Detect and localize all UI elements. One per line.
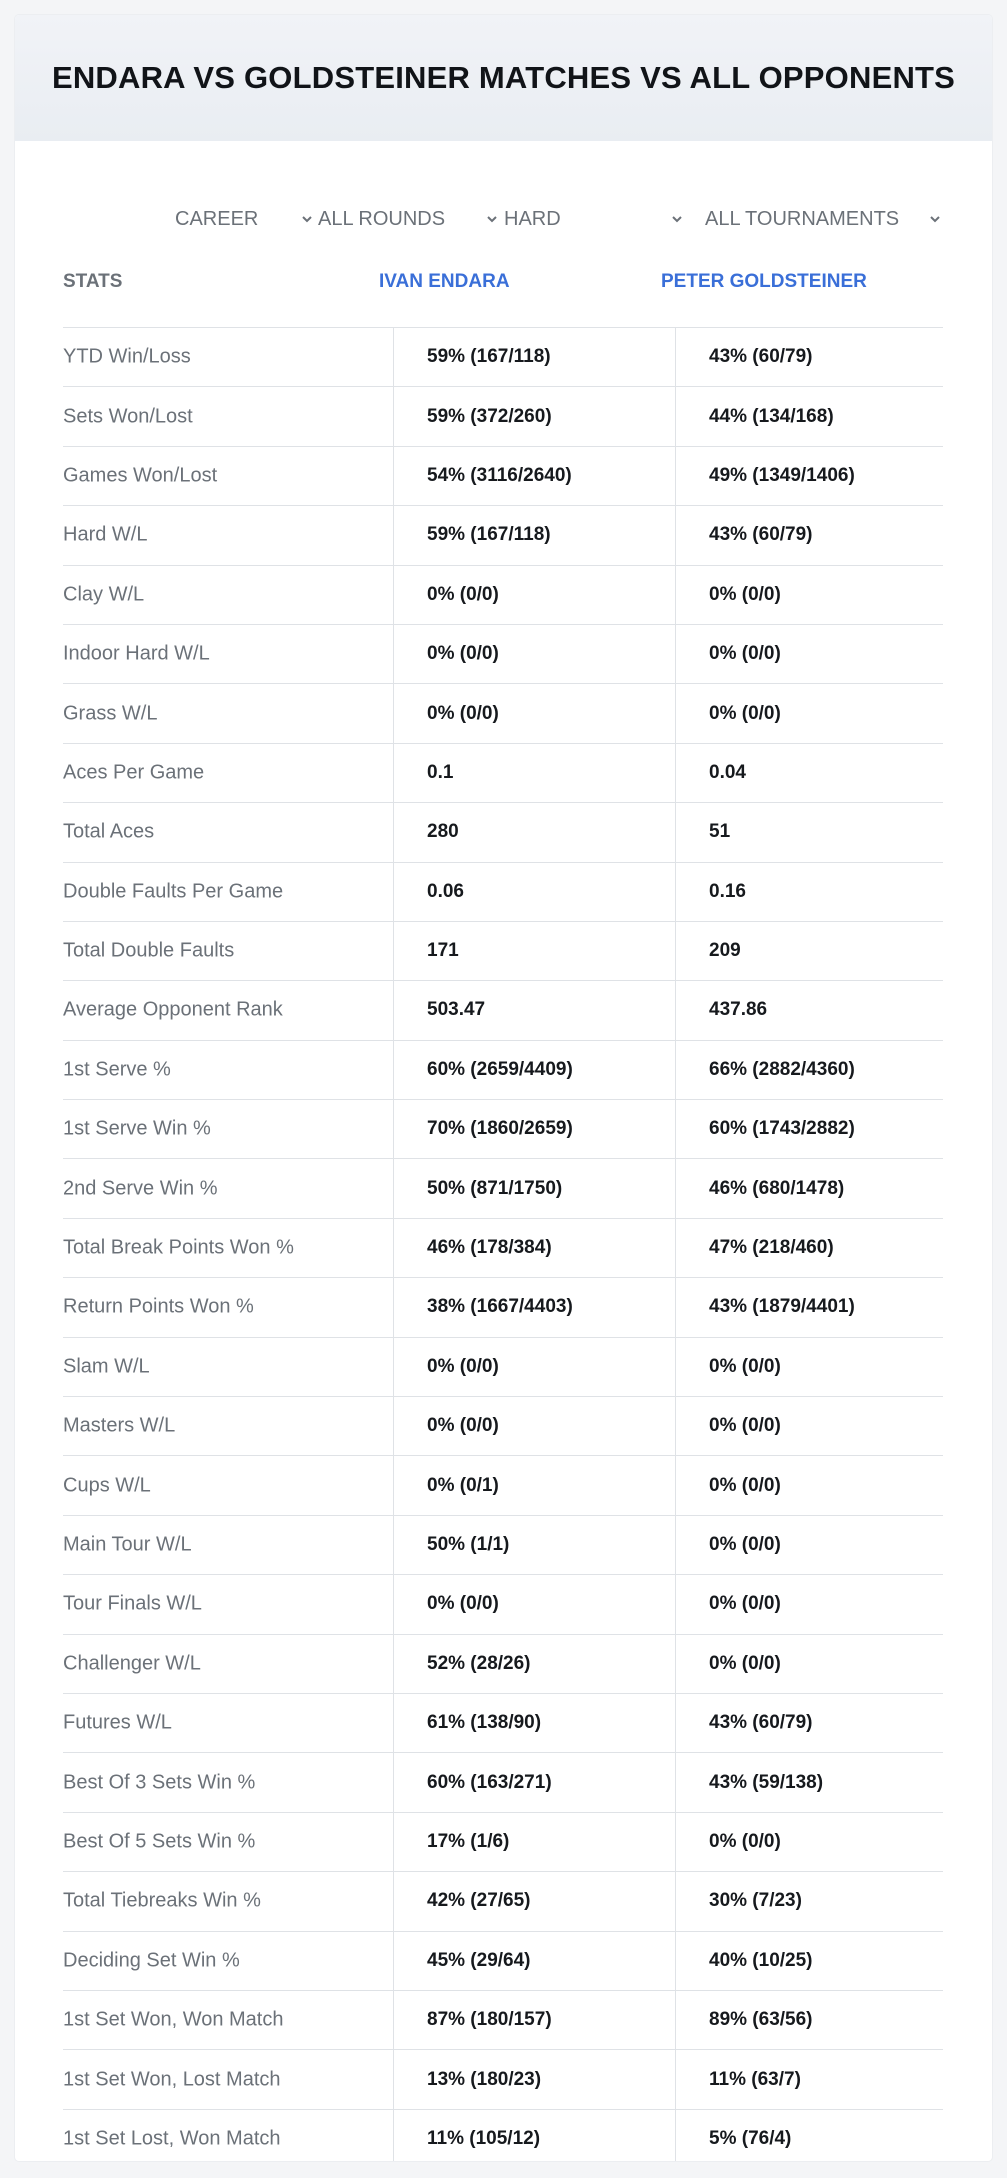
player1-value: 50% (1/1) <box>427 1534 510 1555</box>
table-row <box>63 1397 943 1456</box>
table-row <box>63 1694 943 1753</box>
stat-label: Indoor Hard W/L <box>63 642 210 665</box>
player2-value: 0% (0/0) <box>709 1474 781 1496</box>
period-select[interactable] <box>175 191 313 247</box>
table-row <box>63 625 943 684</box>
tournament-select-label: ALL TOURNAMENTS <box>705 207 900 230</box>
column-divider <box>393 684 394 742</box>
stat-label: Average Opponent Rank <box>63 998 283 1021</box>
stat-label: Sets Won/Lost <box>63 405 193 428</box>
column-divider <box>675 922 676 980</box>
table-row <box>63 1575 943 1634</box>
player1-value: 17% (1/6) <box>427 1830 510 1852</box>
table-row <box>63 1100 943 1159</box>
player1-value: 0% (0/0) <box>427 1593 499 1615</box>
column-divider <box>675 1991 676 2049</box>
player2-value: 46% (680/1478) <box>709 1177 845 1199</box>
column-divider <box>393 922 394 980</box>
column-divider <box>393 1753 394 1811</box>
player1-value: 52% (28/26) <box>427 1652 531 1674</box>
player2-value: 0.04 <box>709 761 746 783</box>
player2-value: 43% (59/138) <box>709 1771 824 1793</box>
player1-value: 61% (138/90) <box>427 1712 542 1734</box>
player2-value: 0% (0/0) <box>709 1652 781 1674</box>
table-row <box>63 1159 943 1218</box>
table-row <box>63 566 943 625</box>
stat-label: Total Double Faults <box>63 939 235 962</box>
table-row <box>63 328 943 387</box>
column-divider <box>393 1575 394 1633</box>
stat-label: Aces Per Game <box>63 761 205 784</box>
player1-value: 87% (180/157) <box>427 2009 552 2031</box>
chevron-down-icon <box>671 213 683 225</box>
stat-label: YTD Win/Loss <box>63 345 191 368</box>
player1-value: 42% (27/65) <box>427 1890 531 1912</box>
chevron-down-icon <box>486 213 498 225</box>
column-divider <box>393 863 394 921</box>
column-divider <box>675 566 676 624</box>
surface-select[interactable] <box>504 191 683 247</box>
table-row <box>63 1932 943 1991</box>
column-divider <box>393 625 394 683</box>
surface-select-label: HARD <box>504 207 561 230</box>
stat-label: Slam W/L <box>63 1355 150 1378</box>
column-divider <box>675 803 676 861</box>
column-divider <box>675 1753 676 1811</box>
column-divider <box>675 863 676 921</box>
table-row <box>63 1991 943 2050</box>
column-divider <box>393 1991 394 2049</box>
stat-label: 1st Set Won, Won Match <box>63 2008 284 2031</box>
table-row <box>63 744 943 803</box>
stat-label: Tour Finals W/L <box>63 1592 202 1615</box>
player2-value: 30% (7/23) <box>709 1890 802 1912</box>
column-divider <box>675 684 676 742</box>
column-divider <box>675 744 676 802</box>
stats-column-header: STATS <box>63 271 123 292</box>
column-divider <box>393 447 394 505</box>
player2-value: 49% (1349/1406) <box>709 464 855 486</box>
stat-label: 1st Serve Win % <box>63 1117 211 1140</box>
column-divider <box>393 566 394 624</box>
stats-table-body <box>63 328 943 2161</box>
column-divider <box>393 981 394 1039</box>
player1-value: 0% (0/0) <box>427 643 499 665</box>
player1-value: 0.06 <box>427 880 464 902</box>
column-divider <box>675 506 676 564</box>
player2-value: 51 <box>709 821 731 843</box>
player1-value: 50% (871/1750) <box>427 1177 563 1199</box>
column-divider <box>393 1397 394 1455</box>
player1-value: 45% (29/64) <box>427 1949 531 1971</box>
player2-value: 60% (1743/2882) <box>709 1118 855 1140</box>
player1-value: 70% (1860/2659) <box>427 1118 573 1140</box>
stat-label: Main Tour W/L <box>63 1533 192 1556</box>
stat-label: Best Of 3 Sets Win % <box>63 1771 256 1794</box>
player2-value: 0% (0/0) <box>709 1355 781 1377</box>
player1-value: 280 <box>427 821 459 843</box>
column-divider <box>393 803 394 861</box>
table-row <box>63 863 943 922</box>
table-row <box>63 922 943 981</box>
stat-label: 1st Serve % <box>63 1058 171 1081</box>
stats-card <box>15 15 992 2161</box>
column-divider <box>393 1694 394 1752</box>
player2-value: 44% (134/168) <box>709 405 834 427</box>
stat-label: Hard W/L <box>63 523 148 546</box>
column-divider <box>675 1397 676 1455</box>
player1-value: 0% (0/0) <box>427 1415 499 1437</box>
card-header <box>15 15 992 141</box>
column-divider <box>393 387 394 445</box>
player2-value: 0% (0/0) <box>709 1415 781 1437</box>
player1-value: 59% (167/118) <box>427 346 551 368</box>
player1-value: 0% (0/0) <box>427 583 499 605</box>
round-select[interactable] <box>318 191 498 247</box>
column-divider <box>675 1575 676 1633</box>
column-divider <box>675 328 676 386</box>
table-row <box>63 1219 943 1278</box>
column-divider <box>393 1456 394 1514</box>
column-divider <box>393 1516 394 1574</box>
stat-label: Total Break Points Won % <box>63 1236 294 1259</box>
table-row <box>63 1456 943 1515</box>
table-row <box>63 2110 943 2161</box>
stat-label: Cups W/L <box>63 1474 151 1497</box>
table-row <box>63 1635 943 1694</box>
table-row <box>63 803 943 862</box>
table-row <box>63 1516 943 1575</box>
column-divider <box>675 981 676 1039</box>
player1-value: 59% (372/260) <box>427 405 552 427</box>
player2-value: 43% (60/79) <box>709 524 813 546</box>
round-select-label: ALL ROUNDS <box>318 207 446 230</box>
player1-value: 11% (105/12) <box>427 2127 541 2149</box>
stat-label: Best Of 5 Sets Win % <box>63 1830 256 1853</box>
stat-label: Games Won/Lost <box>63 464 218 487</box>
stat-label: Masters W/L <box>63 1414 176 1437</box>
stat-label: Futures W/L <box>63 1711 172 1734</box>
player2-value: 209 <box>709 940 741 962</box>
column-divider <box>675 1159 676 1217</box>
column-divider <box>675 1219 676 1277</box>
player1-value: 0% (0/0) <box>427 702 499 724</box>
player1-value: 0% (0/0) <box>427 1355 499 1377</box>
table-row <box>63 1278 943 1337</box>
column-divider <box>675 1872 676 1930</box>
column-divider <box>393 2050 394 2108</box>
chevron-down-icon <box>929 213 941 225</box>
player2-value: 11% (63/7) <box>709 2068 801 2090</box>
stat-label: Deciding Set Win % <box>63 1949 240 1972</box>
column-divider <box>675 2110 676 2161</box>
player1-link[interactable]: IVAN ENDARA <box>379 271 510 292</box>
table-row <box>63 1753 943 1812</box>
column-divider <box>393 1041 394 1099</box>
table-row <box>63 1041 943 1100</box>
table-row <box>63 2050 943 2109</box>
player2-value: 43% (1879/4401) <box>709 1296 855 1318</box>
column-divider <box>675 387 676 445</box>
column-divider <box>393 1159 394 1217</box>
column-divider <box>675 1278 676 1336</box>
tournament-select[interactable] <box>705 191 941 247</box>
table-row <box>63 447 943 506</box>
column-divider <box>393 1813 394 1871</box>
stat-label: Return Points Won % <box>63 1295 254 1318</box>
filter-bar <box>15 191 992 247</box>
player2-value: 43% (60/79) <box>709 1712 813 1734</box>
stat-label: Double Faults Per Game <box>63 880 284 903</box>
table-header <box>63 247 943 328</box>
player1-value: 54% (3116/2640) <box>427 464 572 486</box>
player1-value: 46% (178/384) <box>427 1237 552 1259</box>
table-row <box>63 506 943 565</box>
player1-value: 0% (0/1) <box>427 1474 499 1496</box>
stat-label: Challenger W/L <box>63 1652 201 1675</box>
stat-label: Total Aces <box>63 820 155 843</box>
player2-value: 66% (2882/4360) <box>709 1058 855 1080</box>
column-divider <box>675 1932 676 1990</box>
player1-value: 59% (167/118) <box>427 524 551 546</box>
column-divider <box>393 1100 394 1158</box>
table-row <box>63 684 943 743</box>
column-divider <box>675 1694 676 1752</box>
column-divider <box>393 1932 394 1990</box>
stat-label: 1st Set Won, Lost Match <box>63 2068 281 2091</box>
stat-label: 2nd Serve Win % <box>63 1177 218 1200</box>
stat-label: Clay W/L <box>63 583 145 606</box>
column-divider <box>393 328 394 386</box>
column-divider <box>675 1100 676 1158</box>
column-divider <box>675 1516 676 1574</box>
column-divider <box>675 2050 676 2108</box>
player2-value: 0% (0/0) <box>709 643 781 665</box>
column-divider <box>393 1635 394 1693</box>
player2-value: 47% (218/460) <box>709 1237 834 1259</box>
chevron-down-icon <box>301 213 313 225</box>
table-row <box>63 1338 943 1397</box>
player2-value: 437.86 <box>709 999 768 1021</box>
player2-value: 0% (0/0) <box>709 702 781 724</box>
table-row <box>63 387 943 446</box>
stat-label: Grass W/L <box>63 702 158 725</box>
player1-value: 13% (180/23) <box>427 2068 542 2090</box>
column-divider <box>675 447 676 505</box>
player2-value: 0% (0/0) <box>709 583 781 605</box>
player2-value: 0.16 <box>709 880 746 902</box>
stat-label: Total Tiebreaks Win % <box>63 1889 261 1912</box>
player2-value: 0% (0/0) <box>709 1534 781 1555</box>
table-row <box>63 1872 943 1931</box>
player1-value: 60% (163/271) <box>427 1771 552 1793</box>
column-divider <box>675 1635 676 1693</box>
player1-value: 171 <box>427 940 459 962</box>
column-divider <box>393 2110 394 2161</box>
page-title: ENDARA VS GOLDSTEINER MATCHES VS ALL OPPONENTS <box>51 60 956 95</box>
column-divider <box>393 744 394 802</box>
player1-value: 503.47 <box>427 999 486 1021</box>
table-row <box>63 981 943 1040</box>
stat-label: 1st Set Lost, Won Match <box>63 2127 281 2150</box>
period-select-label: CAREER <box>175 207 259 230</box>
column-divider <box>675 1338 676 1396</box>
player2-link[interactable]: PETER GOLDSTEINER <box>661 271 867 292</box>
column-divider <box>675 1456 676 1514</box>
player1-value: 60% (2659/4409) <box>427 1058 573 1080</box>
column-divider <box>393 1872 394 1930</box>
table-row <box>63 1813 943 1872</box>
player2-value: 0% (0/0) <box>709 1830 781 1852</box>
column-divider <box>393 1338 394 1396</box>
player2-value: 5% (76/4) <box>709 2127 792 2149</box>
player2-value: 40% (10/25) <box>709 1949 813 1971</box>
player1-value: 0.1 <box>427 761 454 783</box>
column-divider <box>675 625 676 683</box>
player2-value: 0% (0/0) <box>709 1593 781 1615</box>
column-divider <box>393 1219 394 1277</box>
player2-value: 89% (63/56) <box>709 2009 813 2031</box>
column-divider <box>393 506 394 564</box>
player1-value: 38% (1667/4403) <box>427 1296 573 1318</box>
column-divider <box>675 1041 676 1099</box>
column-divider <box>675 1813 676 1871</box>
column-divider <box>393 1278 394 1336</box>
player2-value: 43% (60/79) <box>709 346 813 368</box>
